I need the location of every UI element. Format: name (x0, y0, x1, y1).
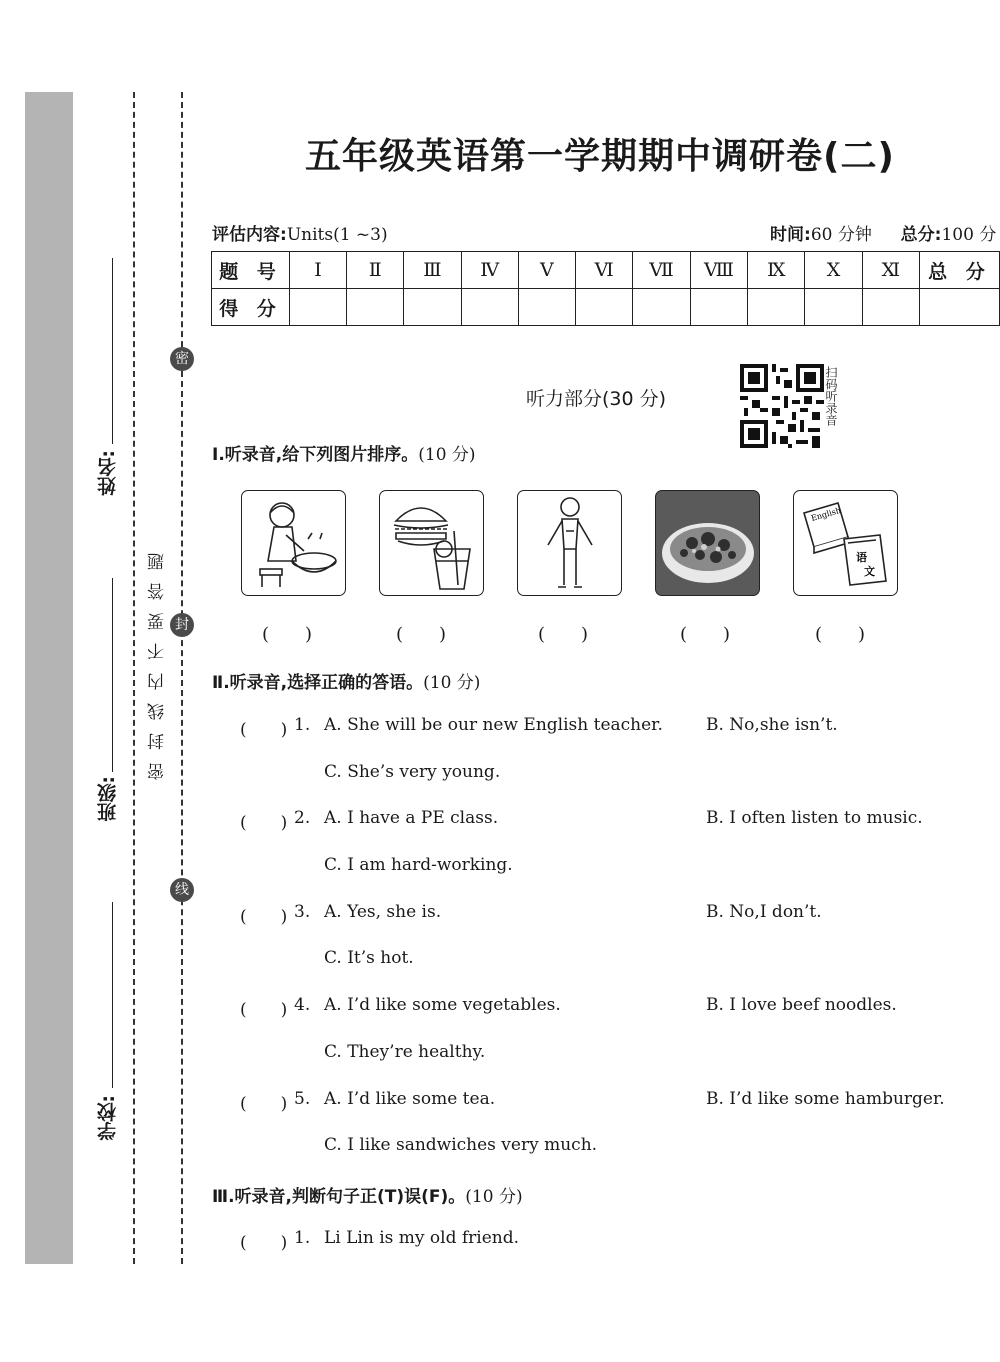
question-2-number: 2. (294, 808, 311, 828)
thin-boy-icon (518, 491, 621, 595)
answer-blank-q4[interactable]: ( ) (240, 1000, 288, 1020)
answer-blank-pic-2[interactable]: ( ) (396, 624, 447, 645)
salad-photo (656, 491, 759, 595)
score-row-label: 得 分 (212, 289, 290, 326)
question-5-number: 5. (294, 1089, 311, 1109)
picture-2 (379, 490, 484, 596)
question-3-option-a: A. Yes, she is. (324, 902, 442, 922)
section-3-label: Ⅲ.听录音,判断句子正(T)误(F)。 (212, 1187, 466, 1207)
school-field[interactable] (112, 902, 113, 1088)
boy-washing-icon (242, 491, 345, 595)
score-col-8: Ⅷ (690, 252, 747, 289)
score-col-10: Ⅹ (805, 252, 862, 289)
book-label-wen: 文 (864, 565, 875, 578)
score-cell[interactable] (461, 289, 518, 326)
answer-blank-q1[interactable]: ( ) (240, 720, 288, 740)
statement-1-text: Li Lin is my old friend. (324, 1228, 520, 1248)
name-field[interactable] (112, 258, 113, 444)
exam-title: 五年级英语第一学期期中调研卷(二) (305, 136, 895, 177)
qr-code-icon[interactable] (740, 364, 824, 448)
answer-blank-q3[interactable]: ( ) (240, 907, 288, 927)
score-cell[interactable] (805, 289, 862, 326)
question-5-option-b: B. I’d like some hamburger. (706, 1089, 945, 1109)
question-4-number: 4. (294, 995, 311, 1015)
score-table-row-scores (212, 289, 1000, 326)
score-col-total: 总 分 (919, 252, 999, 289)
section-3-points: (10 分) (465, 1187, 523, 1207)
question-5-option-c: C. I like sandwiches very much. (324, 1135, 598, 1155)
score-col-5: Ⅴ (518, 252, 575, 289)
scope-value: Units(1 ~3) (286, 225, 388, 245)
seal-mark-xian: 线 (170, 878, 194, 902)
class-label: 班级: (97, 776, 119, 822)
section-1-points: (10 分) (418, 445, 476, 465)
section-2-label: Ⅱ.听录音,选择正确的答语。 (212, 673, 424, 693)
section-3-title (212, 1182, 523, 1207)
score-cell[interactable] (404, 289, 461, 326)
answer-blank-q5[interactable]: ( ) (240, 1094, 288, 1114)
question-3-option-c: C. It’s hot. (324, 948, 414, 968)
seal-warning: 密封线内不要答题 (148, 540, 168, 780)
score-col-9: Ⅸ (748, 252, 805, 289)
section-1-title (212, 440, 476, 465)
answer-blank-pic-5[interactable]: ( ) (815, 624, 866, 645)
scope-label: 评估内容: (212, 225, 287, 245)
books-icon (794, 491, 897, 595)
qr-caption: 扫码听录音 (824, 366, 838, 426)
section-1-label: Ⅰ.听录音,给下列图片排序。 (212, 445, 419, 465)
dashed-seal-line (181, 92, 183, 1264)
time-total-line (770, 220, 996, 245)
time-label: 时间: (770, 225, 811, 245)
question-2-option-b: B. I often listen to music. (706, 808, 923, 828)
statement-1-number: 1. (294, 1228, 311, 1248)
question-1-option-b: B. No,she isn’t. (706, 715, 838, 735)
question-5-option-a: A. I’d like some tea. (324, 1089, 496, 1109)
score-col-11: Ⅺ (862, 252, 919, 289)
question-1-option-c: C. She’s very young. (324, 762, 501, 782)
answer-blank-q2[interactable]: ( ) (240, 813, 288, 833)
question-4-option-b: B. I love beef noodles. (706, 995, 897, 1015)
binding-strip (25, 92, 73, 1264)
score-cell[interactable] (862, 289, 919, 326)
listening-heading: 听力部分(30 分) (526, 388, 667, 410)
score-cell-total[interactable] (919, 289, 999, 326)
section-2-title (212, 668, 480, 693)
scope-line (212, 220, 388, 245)
score-col-4: Ⅳ (461, 252, 518, 289)
score-col-2: Ⅱ (347, 252, 404, 289)
seal-mark-feng: 封 (170, 613, 194, 637)
score-col-1: Ⅰ (290, 252, 347, 289)
question-4-option-c: C. They’re healthy. (324, 1042, 486, 1062)
question-3-option-b: B. No,I don’t. (706, 902, 822, 922)
score-cell[interactable] (576, 289, 633, 326)
answer-blank-pic-3[interactable]: ( ) (538, 624, 589, 645)
class-field[interactable] (112, 578, 113, 772)
seal-mark-mi: 密 (170, 347, 194, 371)
score-col-6: Ⅵ (576, 252, 633, 289)
picture-4 (655, 490, 760, 596)
score-cell[interactable] (290, 289, 347, 326)
score-cell[interactable] (690, 289, 747, 326)
time-value: 60 分钟 (810, 225, 872, 245)
picture-3 (517, 490, 622, 596)
score-cell[interactable] (518, 289, 575, 326)
answer-blank-pic-4[interactable]: ( ) (680, 624, 731, 645)
question-3-number: 3. (294, 902, 311, 922)
question-4-option-a: A. I’d like some vegetables. (324, 995, 561, 1015)
score-cell[interactable] (748, 289, 805, 326)
score-table-row-label: 题 号 (212, 252, 290, 289)
score-cell[interactable] (347, 289, 404, 326)
score-table-row-numbers (212, 252, 1000, 289)
hamburger-juice-icon (380, 491, 483, 595)
score-col-3: Ⅲ (404, 252, 461, 289)
total-value: 100 分 (941, 225, 997, 245)
dashed-cut-line (133, 92, 135, 1264)
name-label: 姓名: (97, 450, 119, 496)
question-1-option-a: A. She will be our new English teacher. (324, 715, 663, 735)
score-table (211, 251, 1000, 326)
section-2-points: (10 分) (423, 673, 481, 693)
book-label-yu: 语 (856, 551, 867, 564)
book-label-english: English (810, 505, 842, 523)
score-cell[interactable] (633, 289, 690, 326)
score-col-7: Ⅶ (633, 252, 690, 289)
school-label: 学校: (97, 1095, 119, 1141)
answer-blank-pic-1[interactable]: ( ) (262, 624, 313, 645)
picture-1 (241, 490, 346, 596)
total-label: 总分: (900, 225, 942, 245)
question-1-number: 1. (294, 715, 311, 735)
question-2-option-a: A. I have a PE class. (324, 808, 499, 828)
question-2-option-c: C. I am hard-working. (324, 855, 513, 875)
picture-5 (793, 490, 898, 596)
answer-blank-tf1[interactable]: ( ) (240, 1233, 288, 1253)
